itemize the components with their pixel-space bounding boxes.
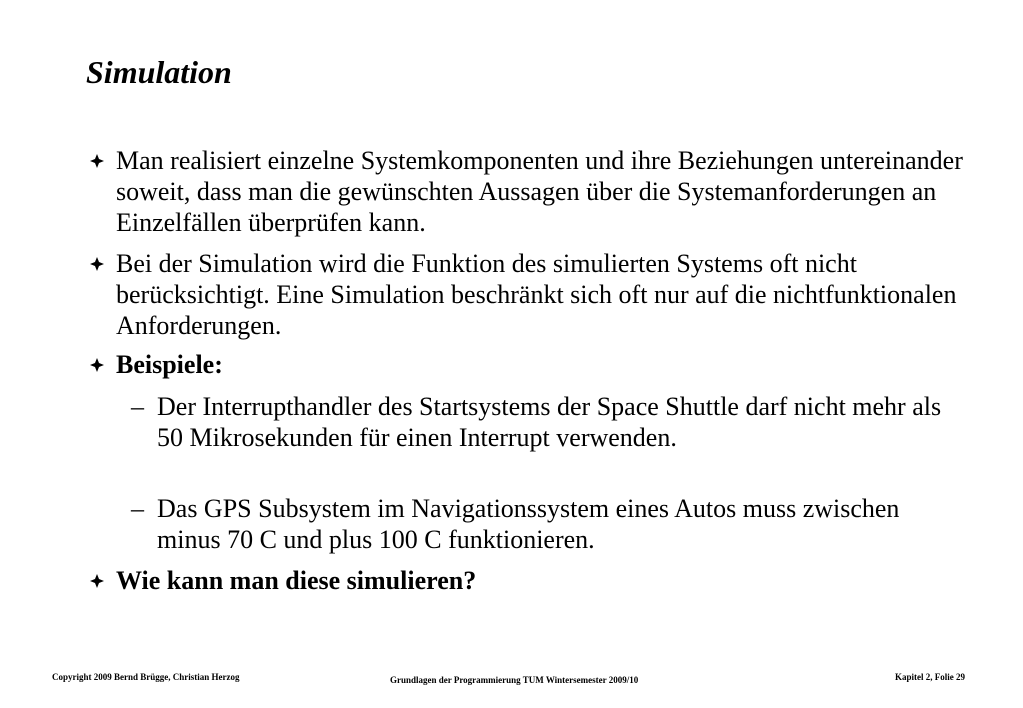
dash-marker: – <box>131 494 144 523</box>
bullet-text: Wie kann man diese simulieren? <box>116 566 477 595</box>
bullet-text: Man realisiert einzelne Systemkomponenten und ihre Beziehungen untereinander soweit, dass man die gewünschten Aussagen über die Systemanforderungen an Einzelfällen überprüfen kann. <box>116 146 963 237</box>
footer-copyright: Copyright 2009 Bernd Brügge, Christian Herzog <box>52 672 240 682</box>
bullet-item <box>90 248 970 341</box>
dash-marker: – <box>131 392 144 421</box>
diamond-bullet-icon <box>90 574 104 588</box>
diamond-bullet-icon <box>90 154 104 168</box>
slide-title: Simulation <box>86 54 232 90</box>
sub-bullet-text: Der Interrupthandler des Startsystems der Space Shuttle darf nicht mehr als 50 Mikrosekunden für einen Interrupt verwenden. <box>157 392 942 452</box>
bullet-item-question <box>90 565 970 596</box>
bullet-item-examples <box>90 349 970 380</box>
sub-bullet-item <box>131 391 961 453</box>
footer-slide-number: Kapitel 2, Folie 29 <box>895 672 965 682</box>
footer-course: Grundlagen der Programmierung TUM Wintersemester 2009/10 <box>390 675 639 685</box>
sub-bullet-item <box>131 493 961 555</box>
bullet-text: Beispiele: <box>116 350 223 379</box>
bullet-item <box>90 145 970 238</box>
diamond-bullet-icon <box>90 358 104 372</box>
sub-bullet-text: Das GPS Subsystem im Navigationssystem eines Autos muss zwischen minus 70 C und plus 100 C funktionieren. <box>157 494 900 554</box>
bullet-text: Bei der Simulation wird die Funktion des simulierten Systems oft nicht berücksichtigt. Eine Simulation beschränkt sich oft nur auf die nichtfunktionalen Anforderungen. <box>116 249 957 340</box>
diamond-bullet-icon <box>90 257 104 271</box>
